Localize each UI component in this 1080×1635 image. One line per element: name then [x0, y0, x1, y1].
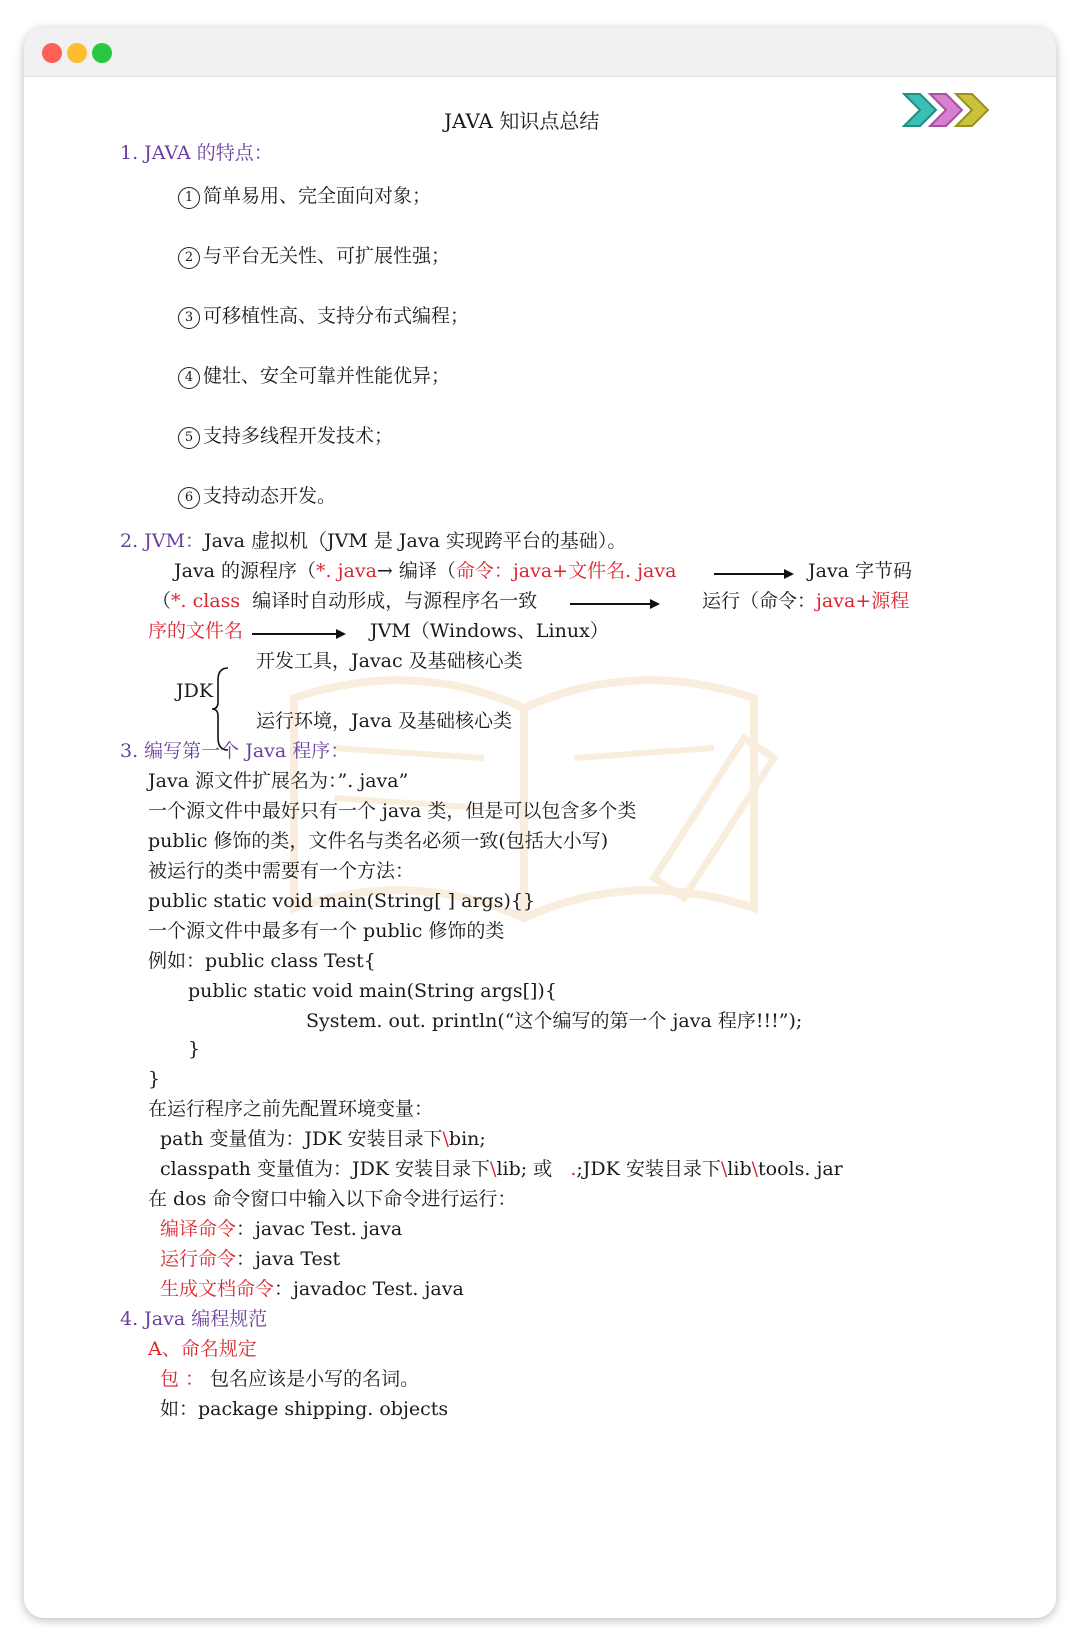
package-example: 如：package shipping. objects [160, 1398, 449, 1420]
feature-item [178, 483, 336, 509]
title-bar [24, 28, 1056, 77]
flow-text: 运行（命令： [702, 590, 817, 612]
flow-text: 编译时自动形成，与源程序名一致 [252, 590, 538, 612]
section-4-heading: 4. Java 编程规范 [120, 1308, 268, 1330]
zoom-dot[interactable] [92, 43, 112, 63]
text-line: 一个源文件中最多有一个 public 修饰的类 [148, 920, 505, 942]
jvm-platforms: JVM（Windows、Linux） [370, 620, 609, 642]
feature-text: 健壮、安全可靠并性能优异； [203, 365, 451, 387]
flow-red: 序的文件名 [148, 620, 244, 642]
jvm-flow-line-1 [174, 558, 676, 584]
text-line: Java 源文件扩展名为：”. java” [148, 770, 409, 792]
code-line: public static void main(String[ ] args){} [148, 890, 536, 912]
code-line: public static void main(String args[]){ [188, 980, 557, 1002]
path-separator: \ [490, 1158, 497, 1180]
flow-text: （ [152, 590, 172, 612]
close-dot[interactable] [42, 43, 62, 63]
command-text: ：javac Test. java [236, 1218, 403, 1240]
classpath-value: lib; 或 [496, 1158, 559, 1180]
classpath-label: classpath 变量值为：JDK 安装目录下 [160, 1158, 491, 1180]
jvm-run-text [702, 588, 909, 614]
feature-item [178, 303, 469, 329]
path-separator: \ [720, 1158, 728, 1180]
classpath-line [160, 1156, 843, 1182]
classpath-value: tools. jar [758, 1158, 843, 1180]
feature-item [178, 363, 450, 389]
path-label: path 变量值为：JDK 安装目录下 [160, 1128, 443, 1150]
flow-red: java+源程 [816, 590, 910, 612]
feature-text: 支持动态开发。 [203, 485, 337, 507]
command-line [160, 1276, 464, 1302]
arrow-icon [570, 598, 662, 610]
feature-text: 可移植性高、支持分布式编程； [203, 305, 470, 327]
subsection-heading: A、命名规定 [148, 1338, 257, 1360]
text-line: 在运行程序之前先配置环境变量： [148, 1098, 434, 1120]
command-text: ：javadoc Test. java [274, 1278, 464, 1300]
section-1-heading: 1. JAVA 的特点： [120, 142, 273, 164]
minimize-dot[interactable] [67, 43, 87, 63]
command-label: 生成文档命令 [160, 1278, 275, 1300]
text-line: 在 dos 命令窗口中输入以下命令进行运行： [148, 1188, 517, 1210]
flow-text: Java 字节码 [808, 560, 913, 582]
text-line: 被运行的类中需要有一个方法： [148, 860, 415, 882]
circled-number: 2 [178, 247, 200, 269]
circled-number: 1 [178, 187, 200, 209]
path-separator: \ [751, 1158, 759, 1180]
command-text: ：java Test [236, 1248, 341, 1270]
circled-number: 4 [178, 367, 200, 389]
jdk-label: JDK [176, 680, 214, 702]
code-line: System. out. println(“这个编写的第一个 java 程序!!!”); [306, 1010, 803, 1032]
section-2-number: 2. JVM： [120, 530, 204, 552]
feature-item [178, 243, 450, 269]
section-3-heading: 3. 编写第一个 Java 程序： [120, 740, 350, 762]
feature-item [178, 423, 393, 449]
code-line: } [148, 1068, 161, 1090]
command-line [160, 1246, 340, 1272]
feature-item [178, 183, 431, 209]
flow-red: *. class [171, 590, 241, 612]
package-text: 包名应该是小写的名词。 [210, 1368, 420, 1390]
flow-text: Java 的源程序（ [174, 560, 317, 582]
circled-number: 3 [178, 307, 200, 329]
jdk-dev-tools: 开发工具，Javac 及基础核心类 [256, 650, 523, 672]
circled-number: 6 [178, 487, 200, 509]
jvm-flow-line-2 [152, 588, 537, 614]
chevrons-icon [900, 88, 1010, 132]
circled-number: 5 [178, 427, 200, 449]
flow-text: 编译（ [398, 560, 456, 582]
text-line: public 修饰的类，文件名与类名必须一致(包括大小写) [148, 830, 609, 852]
document-window [24, 28, 1056, 1618]
command-label: 运行命令 [160, 1248, 237, 1270]
page-title: JAVA 知识点总结 [444, 109, 600, 133]
code-line: 例如：public class Test{ [148, 950, 376, 972]
package-label: 包 ： [160, 1368, 205, 1390]
feature-text: 与平台无关性、可扩展性强； [203, 245, 451, 267]
arrow-icon: → [376, 560, 399, 582]
path-separator: \ [442, 1128, 449, 1150]
feature-text: 简单易用、完全面向对象； [203, 185, 432, 207]
arrow-icon [252, 628, 348, 640]
code-line: } [188, 1038, 201, 1060]
jdk-runtime: 运行环境，Java 及基础核心类 [256, 710, 513, 732]
arrow-icon [714, 568, 796, 580]
path-line [160, 1126, 486, 1152]
classpath-dot: . [570, 1158, 577, 1180]
package-rule [160, 1366, 419, 1392]
path-value: bin; [448, 1128, 486, 1150]
text-line: 一个源文件中最好只有一个 java 类，但是可以包含多个类 [148, 800, 637, 822]
command-line [160, 1216, 402, 1242]
feature-text: 支持多线程开发技术； [203, 425, 394, 447]
command-label: 编译命令 [160, 1218, 237, 1240]
classpath-value: ;JDK 安装目录下 [576, 1158, 721, 1180]
section-2-text: Java 虚拟机（JVM 是 Java 实现跨平台的基础）。 [203, 530, 627, 552]
flow-red: *. java [316, 560, 377, 582]
flow-red: 命令：java+文件名. java [455, 560, 677, 582]
section-2-heading [120, 528, 626, 554]
classpath-value: lib [727, 1158, 752, 1180]
